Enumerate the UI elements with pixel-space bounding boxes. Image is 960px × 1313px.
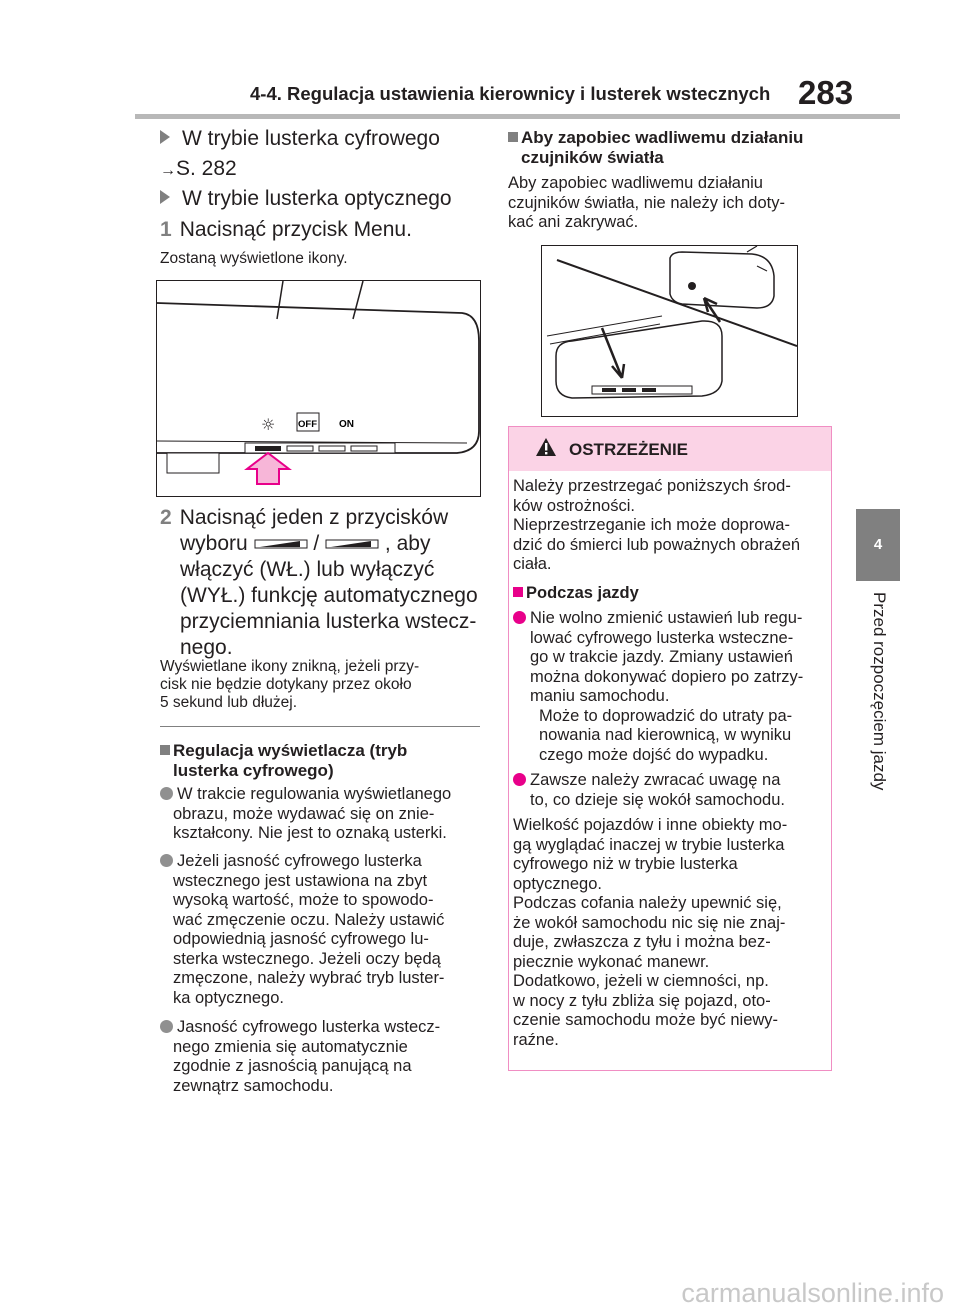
page-number: 283 (798, 74, 854, 111)
arrow-right-icon: → (160, 162, 176, 179)
triangle-bullet-icon (160, 130, 170, 144)
step-1: 1 Nacisnąć przycisk Menu. (160, 218, 412, 241)
round-bullet-icon (513, 773, 526, 786)
step-2-note: Wyświetlane ikony znikną, jeżeli przy- cisk nie będzie dotykany przez około 5 sekund lub dłużej. (160, 658, 420, 711)
round-bullet-icon (160, 787, 173, 800)
step-2-line: włączyć (WŁ.) lub wyłączyć (180, 558, 435, 581)
sun-icon: ☼ (261, 415, 276, 434)
step-2: 2 Nacisnąć jeden z przycisków (160, 506, 449, 529)
display-heading: Regulacja wyświetlacza (tryb lusterka cyfrowego) (160, 741, 407, 781)
digital-mode-ref[interactable]: →S. 282 (160, 157, 237, 180)
step-number: 2 (160, 506, 172, 529)
light-sensor-figure (541, 245, 798, 417)
triangle-bullet-icon (160, 190, 170, 204)
svg-text:OFF: OFF (298, 419, 317, 430)
sensor-heading: Aby zapobiec wadliwemu działaniu czujników światła (508, 128, 803, 168)
warning-body: Należy przestrzegać poniższych środ- ków ostrożności. Nieprzestrzeganie ich może doprowa- dzić do śmierci lub poważnych obrażeń ciała. Podczas jazdy Nie wolno zmienić ustawień lub regu- lować cyfrowego lusterka wsteczne- go w trakcie jazdy. Zmiany ustawień można dokonywać dopiero po zatrzy- maniu samochodu. Może to doprowadzić do utraty pa- nowania nad kierownicą, w wyniku czego może dojść do wypadku. Zawsze należy zwracać uwagę na to, co dzieje się wokół samochodu. Wielkość pojazdów i inne obiekty mo- gą wyglądać inaczej w trybie lusterka cyfrowego niż w trybie lusterka optycznego. Podczas cofania należy upewnić się, że wokół samochodu nic się nie znaj- duje, zwłaszcza z tyłu i można bez- piecznie wykonać manewr. Dodatkowo, jeżeli w ciemności, np. w nocy z tyłu zbliża się pojazd, oto- czenie samochodu może być niewy- raźne. (513, 477, 828, 1050)
warning-bullet-1: Nie wolno zmienić ustawień lub regu- lować cyfrowego lusterka wsteczne- go w trakcie jazdy. Zmiany ustawień można dokonywać dopiero po zatrzy- maniu samochodu. Może to doprowadzić do utraty pa- nowania nad kierownicą, w wyniku czego może dojść do wypadku. (513, 609, 828, 765)
warning-box (508, 426, 832, 1071)
mirror-buttons-figure (156, 280, 481, 497)
section-title: 4-4. Regulacja ustawienia kierownicy i lusterek wstecznych (250, 83, 771, 104)
chapter-title: Przed rozpoczęciem jazdy (870, 592, 889, 791)
round-bullet-icon (160, 1020, 173, 1033)
display-bullet-3: Jasność cyfrowego lusterka wstecz- nego zmienia się automatycznie zgodnie z jasnością panującą na zewnątrz samochodu. (160, 1018, 440, 1096)
step-1-note: Zostaną wyświetlone ikony. (160, 250, 348, 267)
display-bullet-2: Jeżeli jasność cyfrowego lusterka wstecznego jest ustawiona na zbyt wysoką wartość, może to spowodo- wać zmęczenie oczu. Należy ustawić odpowiednią jasność cyfrowego lu- sterka wstecznego. Jeżeli oczy będą zmęczone, należy wybrać tryb luster- ka optycznego. (160, 852, 444, 1008)
section-divider (160, 726, 480, 727)
header-rule (135, 114, 900, 119)
warning-header (509, 427, 831, 471)
optical-mode-item: W trybie lusterka optycznego (160, 185, 452, 212)
step-2-line: nego. (180, 636, 233, 659)
warning-subheading: Podczas jazdy (513, 584, 828, 604)
square-bullet-icon (160, 745, 170, 755)
round-bullet-icon (160, 854, 173, 867)
step-2-line: (WYŁ.) funkcję automatycznego (180, 584, 478, 607)
watermark: carmanualsonline.info (681, 1278, 944, 1308)
round-bullet-icon (513, 611, 526, 624)
chapter-tab: 4 (856, 509, 900, 581)
square-bullet-icon (508, 132, 518, 142)
warning-title: OSTRZEŻENIE (569, 440, 689, 459)
step-2-line: wyboru / , aby (180, 532, 431, 555)
sensor-text: Aby zapobiec wadliwemu działaniu czujników światła, nie należy ich doty- kać ani zakrywać. (508, 174, 785, 231)
digital-mode-item: W trybie lusterka cyfrowego (160, 125, 440, 152)
button-right-icon (325, 537, 379, 551)
display-bullet-1: W trakcie regulowania wyświetlanego obrazu, może wydawać się on znie- kształcony. Nie jest to oznaką usterki. (160, 785, 451, 844)
step-2-line: przyciemniania lusterka wstecz- (180, 610, 477, 633)
svg-text:ON: ON (339, 419, 354, 430)
warning-triangle-icon (535, 437, 557, 457)
square-bullet-icon (513, 587, 523, 597)
warning-bullet-2: Zawsze należy zwracać uwagę na to, co dzieje się wokół samochodu. (513, 771, 828, 810)
step-number: 1 (160, 218, 172, 241)
button-left-icon (254, 537, 308, 551)
warning-paragraph: Wielkość pojazdów i inne obiekty mo- gą wyglądać inaczej w trybie lusterka cyfrowego niż w trybie lusterka optycznego. Podczas cofania należy upewnić się, że wokół samochodu nic się nie znaj- duje, zwłaszcza z tyłu i można bez- piecznie wykonać manewr. Dodatkowo, jeżeli w ciemności, np. w nocy z tyłu zbliża się pojazd, oto- czenie samochodu może być niewy- raźne. (513, 816, 788, 1049)
arrow-up-icon (247, 453, 289, 484)
